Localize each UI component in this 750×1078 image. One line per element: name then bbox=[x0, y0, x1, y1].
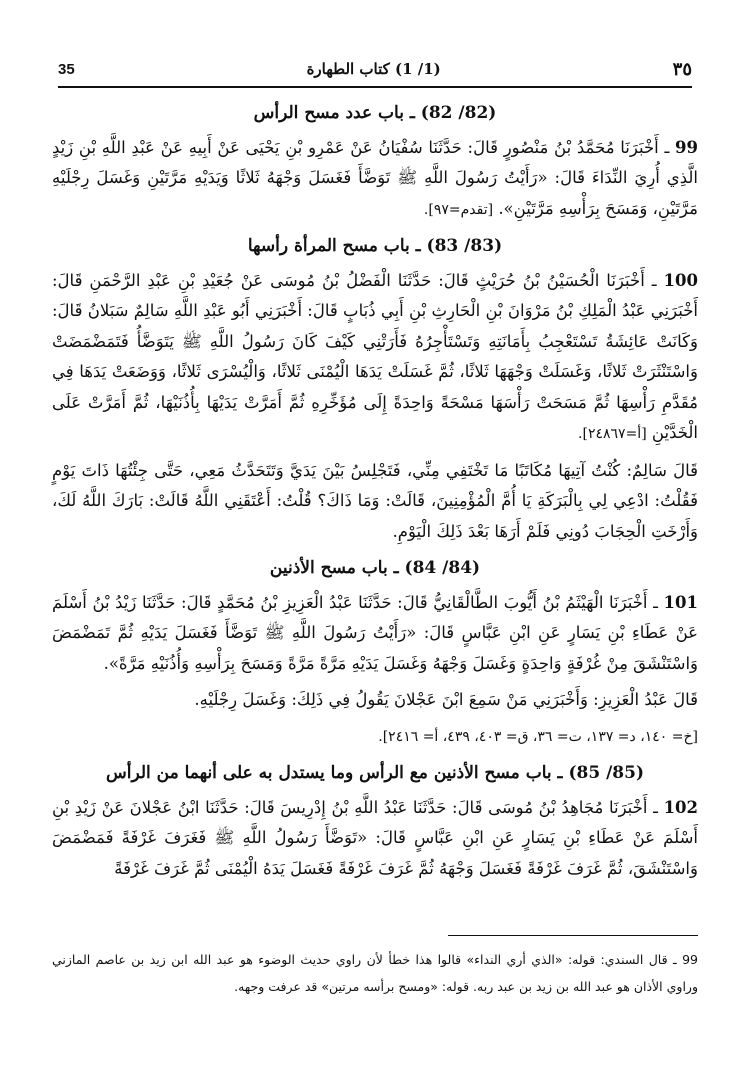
hadith-number: 100 bbox=[663, 270, 698, 290]
hadith-number: 99 bbox=[675, 137, 698, 157]
footnote: 99 ـ قال السندي: قوله: «الذي أري النداء» قالوا هذا خطأ لأن راوي حديث الوضوء هو عبد الله ابن زيد بن عاصم المازني وراوي الأذان هو عبد الله بن زيد بن عبد ربه. قوله: «ومسح برأسه مرتين» قد عرفت وجهه. bbox=[52, 952, 698, 994]
chapter-heading-85: (85/ 85) ـ باب مسح الأذنين مع الرأس وما يستدل به على أنهما من الرأس bbox=[105, 763, 645, 783]
footnote-divider bbox=[448, 935, 698, 936]
hadith-99 bbox=[52, 133, 698, 226]
hadith-reference: [تقدم=٩٧]. bbox=[423, 201, 494, 218]
hadith-100 bbox=[52, 266, 698, 450]
chapter-heading-82: (82/ 82) ـ باب عدد مسح الرأس bbox=[253, 103, 497, 123]
chapter-heading-83: (83/ 83) ـ باب مسح المرأة رأسها bbox=[247, 236, 503, 256]
hadith-101-continuation: قَالَ عَبْدُ الْعَزِيزِ: وَأَخْبَرَنِي مَنْ سَمِعَ ابْنَ عَجْلانَ يَقُولُ فِي ذَلِكَ: وَغَسَلَ رِجْلَيْهِ. bbox=[194, 690, 698, 709]
hadith-reference: [أ=٢٤٨٦٧]. bbox=[578, 426, 647, 442]
hadith-101 bbox=[52, 588, 698, 680]
hadith-number: 101 bbox=[663, 592, 698, 612]
hadith-102 bbox=[52, 793, 698, 885]
hadith-100-continuation: قَالَ سَالِمٌ: كُنْتُ آتِيهَا مُكَاتَبًا مَا تَخْتَفِي مِنِّي، فَتَجْلِسُ بَيْنَ يَدَيَّ وَتَتَحَدَّثُ مَعِي، حَتَّى جِئْتُهَا ذَاتَ يَوْمٍ فَقُلْتُ: ادْعِي لِي بِالْبَرَكَةِ يَا أُمَّ الْمُؤْمِنِينَ، قَالَتْ: وَمَا ذَاكَ؟ قُلْتُ: أَعْتَقَنِي اللَّهُ قَالَتْ: بَارَكَ اللَّهُ لَكَ، وَأَرْخَتِ الْحِجَابَ دُونِي فَلَمْ أَرَهَا بَعْدَ ذَلِكَ الْيَوْمِ. bbox=[52, 460, 698, 541]
running-title: (1/ 1) كتاب الطهارة bbox=[306, 60, 441, 78]
page-body bbox=[52, 96, 698, 890]
hadith-reference: [خ= ١٤٠، د= ١٣٧، ت= ٣٦، ق= ٤٠٣، ٤٣٩، أ= ٢٤١٦]. bbox=[378, 728, 698, 745]
hadith-text: ـ أَخْبَرَنَا مُحَمَّدُ بْنُ مَنْصُورٍ قَالَ: حَدَّثَنَا سُفْيَانُ عَنْ عَمْرِو بْنِ يَحْيَى عَنْ أَبِيهِ عَنْ عَبْدِ اللَّهِ بْنِ زَيْدٍ الَّذِي أُرِيَ النِّدَاءَ قَالَ: «رَأَيْتُ رَسُولَ اللَّهِ ﷺ تَوَضَّأَ فَغَسَلَ وَجْهَهُ ثَلاثًا وَيَدَيْهِ مَرَّتَيْنِ وَغَسَلَ رِجْلَيْهِ مَرَّتَيْنِ، وَمَسَحَ بِرَأْسِهِ مَرَّتَيْنِ». bbox=[52, 137, 698, 218]
hadith-text: ـ أَخْبَرَنَا الْحُسَيْنُ بْنُ حُرَيْثٍ قَالَ: حَدَّثَنَا الْفَضْلُ بْنُ مُوسَى عَنْ جُعَيْدِ بْنِ عَبْدِ الرَّحْمَنِ قَالَ: أَخْبَرَنِي عَبْدُ الْمَلِكِ بْنُ مَرْوَانَ بْنِ الْحَارِثِ بْنِ أَبِي ذُبَابٍ قَالَ: أَخْبَرَنِي أَبُو عَبْدِ اللَّهِ سَالِمٌ سَبَلانُ قَالَ: وَكَانَتْ عَائِشَةُ تَسْتَعْجِبُ بِأَمَانَتِهِ وَتَسْتَأْجِرُهُ فَأَرَتْنِي كَيْفَ كَانَ رَسُولُ اللَّهِ ﷺ يَتَوَضَّأُ فَتَمَضْمَضَتْ وَاسْتَنْثَرَتْ ثَلاثًا، وَغَسَلَتْ وَجْهَهَا ثَلاثًا، ثُمَّ غَسَلَتْ يَدَهَا الْيُمْنَى ثَلاثًا، وَالْيُسْرَى ثَلاثًا، وَوَضَعَتْ يَدَهَا فِي مُقَدَّمِ رَأْسِهَا ثُمَّ مَسَحَتْ رَأْسَهَا مَسْحَةً وَاحِدَةً إِلَى مُؤَخِّرِهِ ثُمَّ أَمَرَّتْ يَدَيْهَا بِأُذُنَيْهَا، ثُمَّ أَمَرَّتْ عَلَى الْخَدَّيْنِ bbox=[52, 270, 698, 442]
page-number-arabic: ٣٥ bbox=[672, 58, 692, 80]
page-number-latin: 35 bbox=[58, 60, 75, 78]
hadith-number: 102 bbox=[663, 797, 699, 817]
page-header bbox=[58, 52, 692, 88]
hadith-text: ـ أَخْبَرَنَا الْهَيْثَمُ بْنُ أَيُّوبَ الطَّالْقَانِيُّ قَالَ: حَدَّثَنَا عَبْدُ الْعَزِيزِ بْنُ مُحَمَّدٍ قَالَ: حَدَّثَنَا زَيْدُ بْنُ أَسْلَمَ عَنْ عَطَاءِ بْنِ يَسَارٍ عَنِ ابْنِ عَبَّاسٍ قَالَ: «رَأَيْتُ رَسُولَ اللَّهِ ﷺ تَوَضَّأَ فَغَسَلَ يَدَيْهِ ثُمَّ تَمَضْمَضَ وَاسْتَنْشَقَ مِنْ غُرْفَةٍ وَاحِدَةٍ وَغَسَلَ وَجْهَهُ وَغَسَلَ يَدَيْهِ مَرَّةً مَرَّةً وَمَسَحَ بِرَأْسِهِ وَأُذُنَيْهِ مَرَّةً». bbox=[52, 592, 698, 673]
chapter-heading-84: (84/ 84) ـ باب مسح الأذنين bbox=[269, 558, 481, 578]
hadith-text: ـ أَخْبَرَنَا مُجَاهِدُ بْنُ مُوسَى قَالَ: حَدَّثَنَا عَبْدُ اللَّهِ بْنُ إِدْرِيسَ قَالَ: حَدَّثَنَا ابْنُ عَجْلانَ عَنْ زَيْدِ بْنِ أَسْلَمَ عَنْ عَطَاءِ بْنِ يَسَارٍ عَنِ ابْنِ عَبَّاسٍ قَالَ: «تَوَضَّأَ رَسُولُ اللَّهِ ﷺ فَغَرَفَ غَرْفَةً فَمَضْمَضَ وَاسْتَنْشَقَ، ثُمَّ غَرَفَ غَرْفَةً فَغَسَلَ وَجْهَهُ ثُمَّ غَرَفَ غَرْفَةً فَغَسَلَ يَدَهُ الْيُمْنَى ثُمَّ غَرَفَ غَرْفَةً bbox=[52, 797, 698, 878]
